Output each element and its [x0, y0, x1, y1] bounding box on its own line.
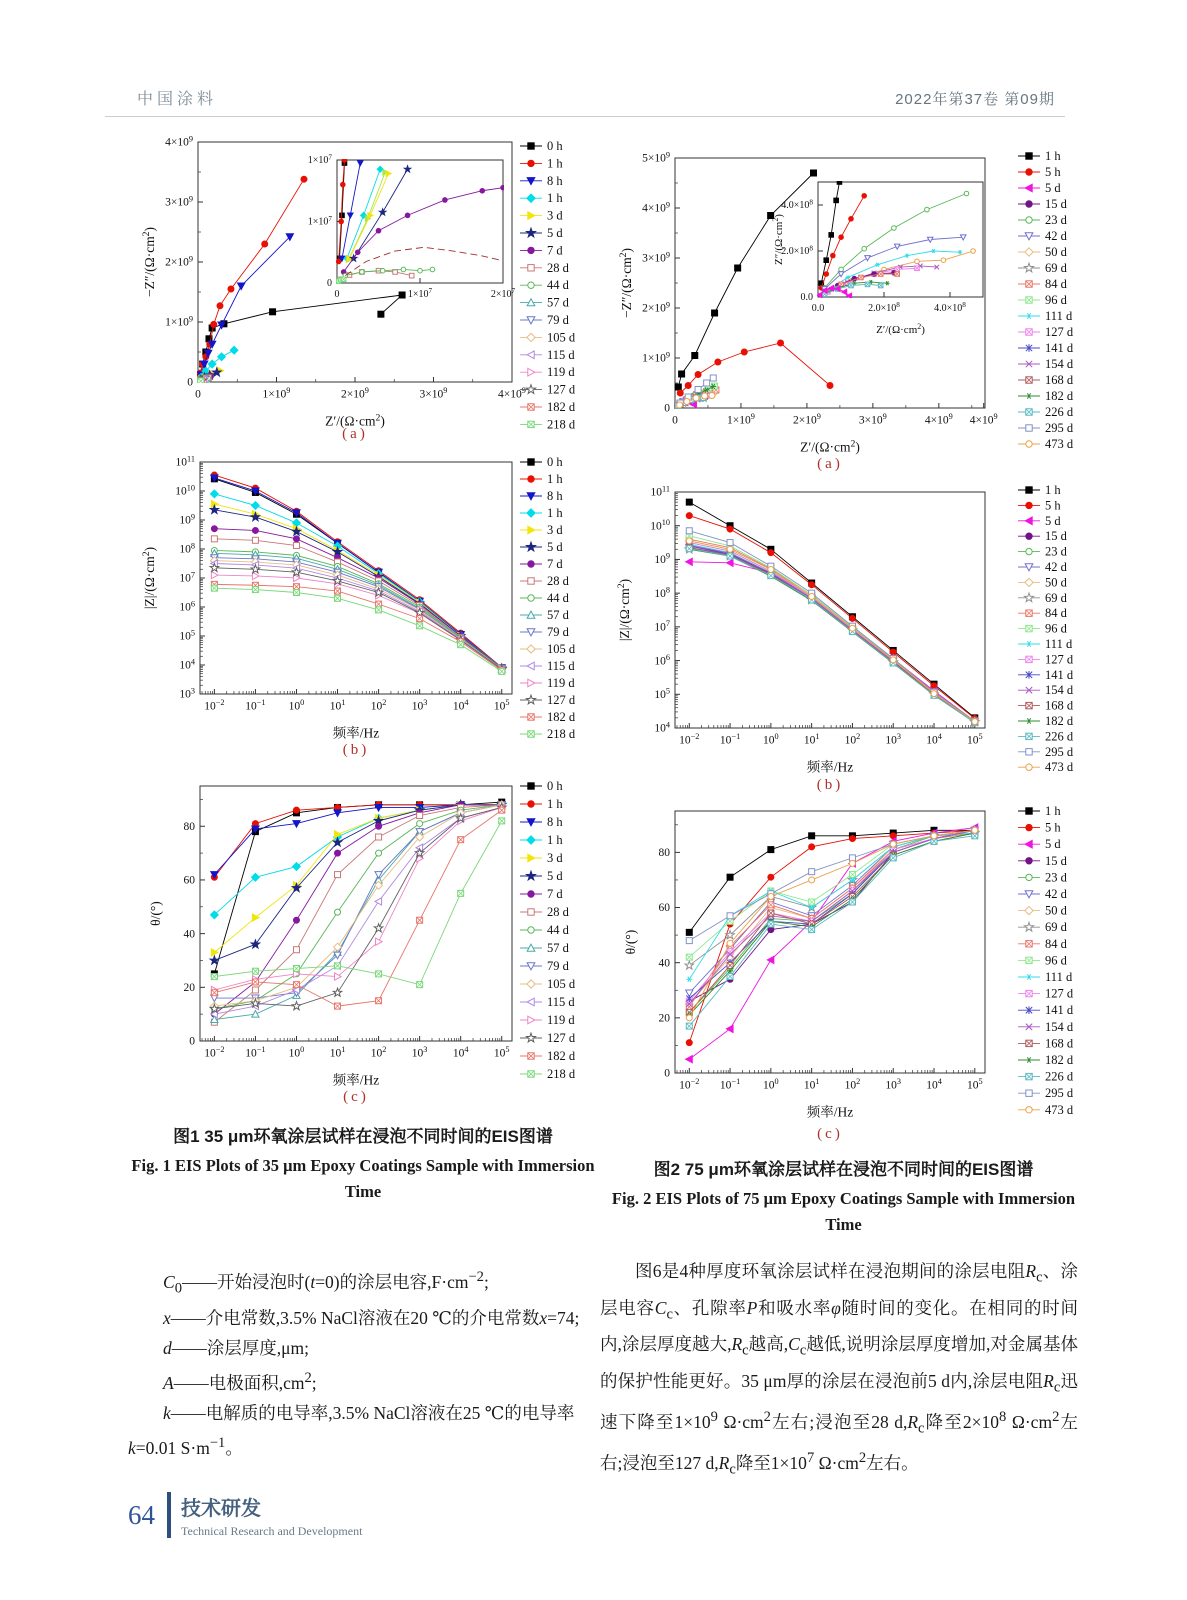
svg-text:111 d: 111 d	[1045, 970, 1073, 984]
svg-text:106: $10^6$	[654, 652, 670, 668]
fig1c-bode-phase-svg	[128, 770, 598, 1105]
svg-text:15 d: 15 d	[1045, 529, 1067, 544]
svg-text:69 d: 69 d	[1045, 261, 1067, 275]
footer-divider-bar	[167, 1492, 171, 1538]
svg-text:127 d: 127 d	[547, 693, 576, 707]
body-paragraph: 图6是4种厚度环氧涂层试样在浸泡期间的涂层电阻$R_c$、涂层电容$C_c$、孔隙率P和吸水率φ随时间的变化。在相同的时间内,涂层厚度越大$,R_c$越高$,C_c$越低,说明涂层厚度增加,对金属基体的保护性能更好。35 μm厚的涂层在浸泡前5 d内,涂层电阻$R_c$迅速下降至$1\times 10^9$ $\Omega\cdot cm^2$左右;浸泡至28 $d,R_c$降至$2\times 10^8$ $\Omega\cdot cm^2$左右;浸泡至127 $d,R_c$降至$1\times 10^7$ $\Omega\cdot cm^2$左右。	[600, 1261, 1079, 1478]
svg-text:(a): (a)	[817, 456, 843, 472]
svg-text:(b): (b)	[342, 742, 370, 758]
svg-text:5 d: 5 d	[547, 226, 563, 240]
svg-text:20: 20	[658, 1012, 670, 1025]
svg-text:1×107: $1\times 10^7$	[407, 287, 433, 300]
svg-text:473 d: 473 d	[1045, 1102, 1074, 1117]
svg-text:2×109: $2\times 10^9$	[792, 412, 821, 427]
svg-text:(a): (a)	[342, 426, 368, 442]
svg-text:102: $10^2$	[370, 1045, 387, 1060]
svg-text:182 d: 182 d	[1045, 1053, 1074, 1067]
figure2-caption-zh: 图2 75 μm环氧涂层试样在浸泡不同时间的EIS图谱	[653, 1160, 1034, 1179]
svg-text:103: $10^3$	[411, 1045, 428, 1060]
svg-text:154 d: 154 d	[1045, 1019, 1074, 1034]
svg-text:28 d: 28 d	[547, 905, 569, 919]
svg-text:1010: $10^{10}$	[175, 483, 195, 498]
svg-text:θ/(°): θ/(°)	[623, 929, 638, 955]
svg-text:3×109: $3\times 10^9$	[642, 250, 670, 265]
svg-text:226 d: 226 d	[1045, 729, 1074, 744]
svg-text:1010: $10^{10}$	[650, 518, 670, 533]
fig2b-impedance-chart	[600, 478, 1087, 798]
svg-text:Z″/(Ω·cm2): $Z''/(\Omega\cdot cm^2)$	[770, 214, 785, 265]
svg-text:101: $10^1$	[803, 1077, 820, 1092]
svg-text:127 d: 127 d	[1045, 652, 1074, 667]
svg-text:105 d: 105 d	[547, 977, 576, 991]
svg-text:15 d: 15 d	[1045, 853, 1067, 868]
svg-text:10−2: $10^{-2}$	[679, 732, 700, 747]
figure2-caption-en: Fig. 2 EIS Plots of 75 μm Epoxy Coatings Sample with Immersion Time	[611, 1189, 1076, 1234]
header-divider	[105, 116, 1065, 117]
svg-text:127 d: 127 d	[1045, 325, 1074, 339]
definition-k: k——电解质的电导率,3.5% NaCl溶液在25 ℃的电导率k=0.01 $S\cdot m^{-1}$。	[128, 1403, 575, 1458]
svg-text:295 d: 295 d	[1045, 1086, 1074, 1101]
svg-text:79 d: 79 d	[547, 313, 569, 327]
svg-text:141 d: 141 d	[1045, 341, 1074, 355]
svg-text:218 d: 218 d	[547, 727, 576, 741]
svg-text:473 d: 473 d	[1045, 437, 1074, 451]
definition-a: A——电极面积$,cm^2$;	[163, 1370, 317, 1394]
svg-text:104: $10^4$	[179, 657, 195, 672]
svg-text:|Z|/(Ω·cm2): $|Z|/(\Omega\cdot cm^2)$	[615, 578, 632, 642]
svg-text:104: $10^4$	[452, 1045, 469, 1060]
svg-text:0 h: 0 h	[547, 779, 563, 793]
svg-text:10−2: $10^{-2}$	[679, 1077, 700, 1092]
fig1a-nyquist-chart	[128, 130, 598, 447]
svg-text:115 d: 115 d	[547, 347, 575, 362]
svg-text:295 d: 295 d	[1045, 744, 1074, 759]
svg-text:60: 60	[658, 902, 670, 915]
svg-text:100: $10^0$	[763, 732, 779, 747]
figure2-caption	[600, 1155, 1087, 1237]
svg-text:频率/Hz: 频率/Hz	[806, 1104, 854, 1120]
fig1b-impedance-chart	[128, 448, 598, 763]
svg-text:3 d: 3 d	[547, 523, 563, 537]
svg-text:1×109: $1\times 10^9$	[642, 350, 670, 365]
svg-text:−Z″/(Ω·cm2): $-Z''/(\Omega\cdot cm^2)$	[140, 226, 157, 298]
svg-text:111 d: 111 d	[1045, 637, 1073, 651]
svg-text:60: 60	[183, 874, 195, 887]
svg-text:4×109: $4\times 10^9$	[969, 412, 998, 427]
svg-text:频率/Hz: 频率/Hz	[332, 1072, 380, 1088]
svg-text:3×109: $3\times 10^9$	[419, 386, 448, 401]
svg-text:4×109: $4\times 10^9$	[165, 134, 193, 149]
svg-text:2×109: $2\times 10^9$	[642, 300, 670, 315]
svg-text:105: $10^5$	[654, 686, 670, 701]
svg-text:96 d: 96 d	[1045, 953, 1067, 968]
svg-text:84 d: 84 d	[1045, 936, 1067, 951]
svg-text:0: 0	[189, 1035, 195, 1048]
svg-text:80: 80	[183, 820, 195, 833]
svg-text:10−1: $10^{-1}$	[245, 1045, 266, 1060]
svg-text:182 d: 182 d	[1045, 389, 1074, 403]
svg-text:105 d: 105 d	[547, 642, 576, 656]
svg-text:104: $10^4$	[926, 1077, 942, 1092]
fig2b-bode-magnitude-svg	[600, 478, 1087, 793]
svg-text:0: 0	[672, 414, 678, 427]
svg-text:101: $10^1$	[329, 1045, 346, 1060]
svg-text:0.0: 0.0	[811, 303, 825, 314]
svg-text:1 h: 1 h	[547, 191, 563, 206]
svg-text:−Z″/(Ω·cm2): $-Z''/(\Omega\cdot cm^2)$	[617, 247, 634, 319]
svg-text:40: 40	[183, 928, 195, 941]
svg-text:7 d: 7 d	[547, 243, 563, 258]
svg-text:5 d: 5 d	[1045, 181, 1061, 195]
svg-text:218 d: 218 d	[547, 1067, 576, 1081]
svg-text:295 d: 295 d	[1045, 421, 1074, 435]
svg-text:44 d: 44 d	[547, 923, 569, 937]
svg-text:1 h: 1 h	[1045, 149, 1061, 163]
svg-text:|Z|/(Ω·cm2): $|Z|/(\Omega\cdot cm^2)$	[140, 546, 157, 610]
svg-text:473 d: 473 d	[1045, 760, 1074, 775]
svg-text:141 d: 141 d	[1045, 667, 1074, 682]
svg-text:226 d: 226 d	[1045, 405, 1074, 419]
svg-text:127 d: 127 d	[547, 382, 576, 397]
svg-text:1011: $10^{11}$	[650, 484, 670, 499]
svg-text:8 h: 8 h	[547, 173, 563, 188]
fig2a-nyquist-svg	[600, 142, 1087, 472]
svg-text:Z′/(Ω·cm2): $Z'/(\Omega\cdot cm^2)$	[800, 438, 860, 455]
svg-text:5 h: 5 h	[1045, 165, 1061, 179]
svg-text:23 d: 23 d	[1045, 870, 1067, 885]
svg-text:0: 0	[187, 376, 193, 389]
svg-text:10−2: $10^{-2}$	[204, 698, 225, 713]
svg-text:80: 80	[658, 847, 670, 860]
svg-text:Z′/(Ω·cm2): $Z'/(\Omega\cdot cm^2)$	[325, 412, 385, 429]
svg-text:168 d: 168 d	[1045, 1036, 1074, 1051]
svg-text:(b): (b)	[816, 777, 844, 793]
footer-section-zh: 技术研发	[181, 1498, 261, 1520]
definition-list	[128, 1262, 590, 1463]
figure1-caption	[128, 1122, 598, 1204]
svg-text:105: $10^5$	[179, 628, 195, 643]
svg-text:106: $10^6$	[179, 599, 195, 614]
svg-text:57 d: 57 d	[547, 295, 569, 310]
svg-text:103: $10^3$	[885, 732, 902, 747]
svg-text:119 d: 119 d	[547, 1013, 575, 1027]
svg-text:1 h: 1 h	[547, 156, 563, 171]
svg-text:0: 0	[334, 289, 340, 300]
definition-c0: $C_0——$开始浸泡时(t=0)的涂层电容$,F\cdot cm^{-2}$;	[163, 1269, 489, 1297]
svg-text:102: $10^2$	[370, 698, 387, 713]
svg-text:5×109: $5\times 10^9$	[642, 150, 670, 165]
svg-text:108: $10^8$	[654, 585, 670, 600]
svg-text:0: 0	[195, 388, 201, 401]
svg-text:127 d: 127 d	[1045, 986, 1074, 1001]
svg-text:频率/Hz: 频率/Hz	[332, 725, 380, 741]
svg-text:23 d: 23 d	[1045, 544, 1067, 559]
svg-text:42 d: 42 d	[1045, 229, 1067, 243]
definition-d: d——涂层厚度,μm;	[163, 1338, 309, 1359]
figure1-caption-zh: 图1 35 μm环氧涂层试样在浸泡不同时间的EIS图谱	[173, 1127, 553, 1146]
svg-text:108: $10^8$	[179, 541, 195, 556]
svg-text:0: 0	[664, 1067, 670, 1080]
svg-text:40: 40	[658, 957, 670, 970]
svg-text:154 d: 154 d	[1045, 683, 1074, 698]
svg-text:8 h: 8 h	[547, 489, 563, 503]
body-paragraph-block	[600, 1256, 1078, 1485]
svg-text:57 d: 57 d	[547, 941, 569, 955]
svg-text:50 d: 50 d	[1045, 903, 1067, 918]
svg-text:96 d: 96 d	[1045, 621, 1067, 636]
svg-text:105: $10^5$	[493, 698, 510, 713]
svg-text:10−1: $10^{-1}$	[719, 732, 741, 747]
definition-x: x——介电常数,3.5% NaCl溶液在20 ℃的介电常数x=74;	[163, 1308, 580, 1329]
fig2c-bode-phase-svg	[600, 797, 1087, 1142]
svg-text:3×109: $3\times 10^9$	[165, 194, 193, 209]
svg-text:2×107: $2\times 10^7$	[490, 287, 516, 300]
svg-text:107: $10^7$	[654, 619, 670, 634]
svg-text:频率/Hz: 频率/Hz	[806, 759, 854, 775]
svg-text:104: $10^4$	[452, 698, 469, 713]
svg-text:102: $10^2$	[844, 732, 861, 747]
fig1c-phase-chart	[128, 770, 598, 1110]
svg-text:(c): (c)	[817, 1126, 843, 1142]
svg-text:1011: $10^{11}$	[175, 454, 195, 469]
svg-text:7 d: 7 d	[547, 887, 563, 901]
svg-text:3 d: 3 d	[547, 851, 563, 865]
svg-text:5 d: 5 d	[547, 540, 563, 554]
svg-text:23 d: 23 d	[1045, 213, 1067, 227]
svg-text:1×107: $1\times 10^7$	[307, 214, 332, 228]
svg-text:0 h: 0 h	[547, 455, 563, 469]
svg-text:50 d: 50 d	[1045, 245, 1067, 259]
svg-text:3×109: $3\times 10^9$	[858, 412, 887, 427]
svg-text:84 d: 84 d	[1045, 277, 1067, 291]
svg-text:79 d: 79 d	[547, 959, 569, 973]
fig2c-phase-chart	[600, 797, 1087, 1147]
svg-text:102: $10^2$	[844, 1077, 861, 1092]
svg-text:218 d: 218 d	[547, 417, 576, 432]
svg-text:8 h: 8 h	[547, 815, 563, 829]
svg-text:109: $10^9$	[179, 512, 195, 527]
footer-section-en: Technical Research and Development	[181, 1524, 363, 1538]
svg-text:1×109: $1\times 10^9$	[727, 412, 755, 427]
svg-text:Z′/(Ω·cm2): $Z'/(\Omega\cdot cm^2)$	[876, 321, 925, 336]
svg-text:0: 0	[327, 278, 332, 290]
svg-text:50 d: 50 d	[1045, 575, 1067, 590]
svg-text:2.0×108: $2.0\times 10^8$	[868, 301, 900, 314]
svg-text:4×109: $4\times 10^9$	[498, 386, 526, 401]
svg-text:127 d: 127 d	[547, 1031, 576, 1045]
svg-text:10−1: $10^{-1}$	[245, 698, 266, 713]
svg-text:182 d: 182 d	[547, 710, 576, 724]
svg-text:4.0×108: $4.0\times 10^8$	[781, 198, 813, 212]
svg-text:96 d: 96 d	[1045, 293, 1067, 307]
svg-text:103: $10^3$	[411, 698, 428, 713]
svg-text:69 d: 69 d	[1045, 590, 1067, 605]
svg-text:57 d: 57 d	[547, 608, 569, 622]
svg-text:182 d: 182 d	[547, 1049, 576, 1063]
svg-text:2×109: $2\times 10^9$	[165, 254, 193, 269]
svg-text:1 h: 1 h	[547, 472, 563, 486]
svg-text:100: $10^0$	[288, 1045, 305, 1060]
svg-text:100: $10^0$	[288, 698, 305, 713]
svg-text:7 d: 7 d	[547, 557, 563, 571]
svg-text:5 d: 5 d	[1045, 837, 1061, 852]
svg-text:42 d: 42 d	[1045, 887, 1067, 901]
svg-text:1×107: $1\times 10^7$	[307, 153, 332, 167]
svg-text:28 d: 28 d	[547, 574, 569, 588]
svg-text:69 d: 69 d	[1045, 920, 1067, 935]
svg-text:(c): (c)	[343, 1089, 369, 1105]
svg-text:105: $10^5$	[493, 1045, 510, 1060]
journal-name: 中国涂料	[137, 91, 218, 108]
svg-text:44 d: 44 d	[547, 591, 569, 605]
svg-text:1 h: 1 h	[1045, 483, 1061, 497]
svg-text:0.0: 0.0	[800, 292, 813, 304]
svg-text:4.0×108: $4.0\times 10^8$	[934, 301, 966, 314]
svg-text:100: $10^0$	[763, 1077, 779, 1092]
svg-text:5 d: 5 d	[1045, 513, 1061, 528]
svg-text:20: 20	[183, 981, 195, 994]
figure1-caption-en: Fig. 1 EIS Plots of 35 μm Epoxy Coatings Sample with Immersion Time	[131, 1156, 595, 1201]
svg-text:105 d: 105 d	[547, 330, 576, 345]
svg-text:168 d: 168 d	[1045, 698, 1074, 713]
svg-text:79 d: 79 d	[547, 625, 569, 639]
svg-text:2.0×108: $2.0\times 10^8$	[781, 244, 813, 258]
svg-text:111 d: 111 d	[1045, 309, 1073, 323]
svg-text:168 d: 168 d	[1045, 373, 1074, 387]
svg-text:44 d: 44 d	[547, 278, 569, 293]
svg-text:104: $10^4$	[926, 732, 942, 747]
svg-text:0: 0	[664, 402, 670, 415]
svg-text:104: $10^4$	[654, 720, 670, 735]
svg-text:101: $10^1$	[329, 698, 346, 713]
svg-text:105: $10^5$	[966, 732, 983, 747]
svg-text:226 d: 226 d	[1045, 1069, 1074, 1084]
svg-text:119 d: 119 d	[547, 676, 575, 690]
svg-text:2×109: $2\times 10^9$	[341, 386, 369, 401]
svg-text:1×109: $1\times 10^9$	[165, 314, 193, 329]
fig2a-nyquist-chart	[600, 142, 1087, 477]
svg-text:42 d: 42 d	[1045, 560, 1067, 574]
issue-info: 2022年第37卷 第09期	[895, 91, 1055, 108]
svg-text:28 d: 28 d	[547, 260, 569, 275]
svg-text:84 d: 84 d	[1045, 606, 1067, 621]
page-number: 64	[128, 1500, 155, 1530]
svg-text:3 d: 3 d	[547, 208, 563, 223]
svg-text:182 d: 182 d	[1045, 714, 1074, 728]
svg-text:10−1: $10^{-1}$	[719, 1077, 741, 1092]
svg-text:115 d: 115 d	[547, 659, 575, 673]
fig1a-nyquist-svg	[128, 130, 598, 442]
svg-text:4×109: $4\times 10^9$	[924, 412, 953, 427]
svg-text:101: $10^1$	[803, 732, 820, 747]
svg-text:182 d: 182 d	[547, 400, 576, 414]
svg-text:θ/(°): θ/(°)	[148, 901, 163, 926]
svg-text:1 h: 1 h	[547, 797, 563, 811]
svg-text:1 h: 1 h	[1045, 804, 1061, 818]
svg-text:5 h: 5 h	[1045, 820, 1061, 835]
svg-text:1 h: 1 h	[547, 506, 563, 520]
svg-text:1×109: $1\times 10^9$	[262, 386, 291, 401]
svg-text:141 d: 141 d	[1045, 1003, 1074, 1018]
svg-text:115 d: 115 d	[547, 995, 575, 1009]
svg-text:105: $10^5$	[966, 1077, 983, 1092]
svg-text:0 h: 0 h	[547, 139, 563, 153]
svg-text:154 d: 154 d	[1045, 357, 1074, 371]
svg-text:15 d: 15 d	[1045, 197, 1067, 211]
svg-text:103: $10^3$	[885, 1077, 902, 1092]
svg-text:109: $10^9$	[654, 551, 670, 567]
fig1b-bode-magnitude-svg	[128, 448, 598, 758]
svg-text:5 d: 5 d	[547, 869, 563, 883]
svg-text:5 h: 5 h	[1045, 498, 1061, 513]
svg-text:103: $10^3$	[179, 686, 195, 701]
svg-text:1 h: 1 h	[547, 833, 563, 847]
svg-text:107: $10^7$	[179, 570, 195, 585]
page-footer	[128, 1492, 362, 1539]
svg-text:119 d: 119 d	[547, 365, 575, 380]
svg-text:10−2: $10^{-2}$	[204, 1045, 225, 1060]
svg-text:4×109: $4\times 10^9$	[642, 200, 670, 215]
